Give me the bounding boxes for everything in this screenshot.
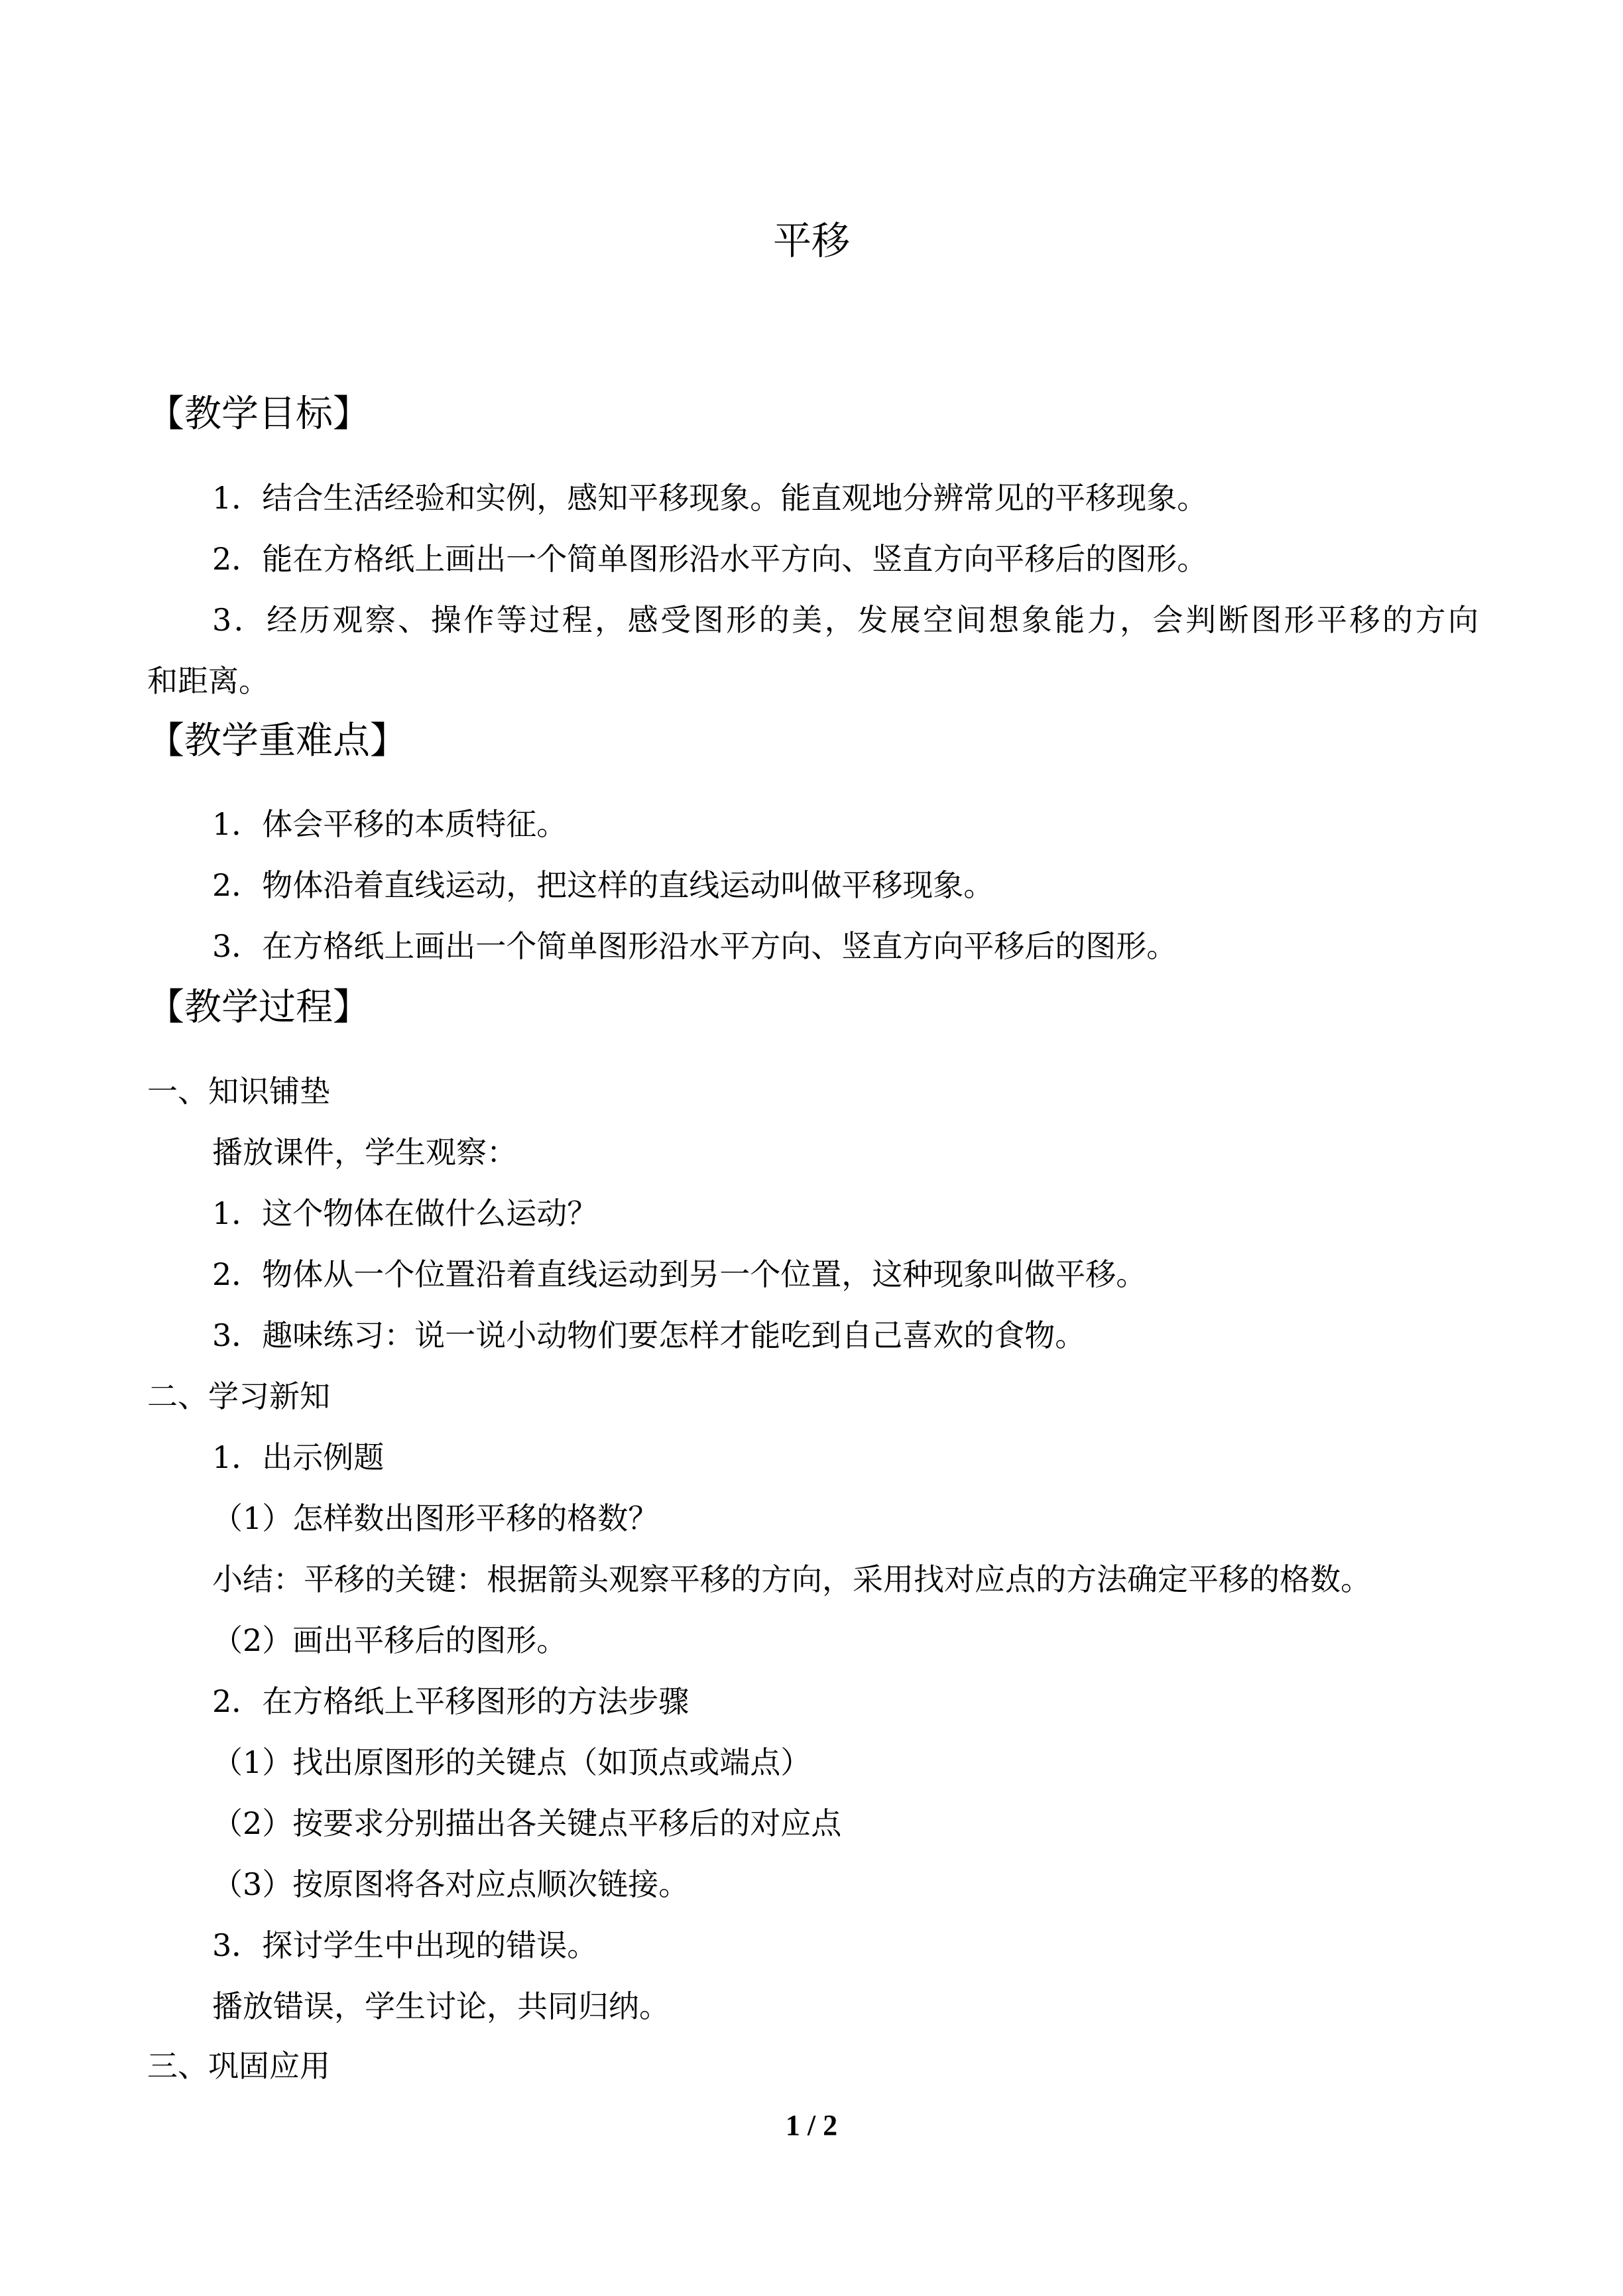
- process-part1-line-4: 3．趣味练习：说一说小动物们要怎样才能吃到自己喜欢的食物。: [212, 1317, 1086, 1353]
- key-point-item-3: 3．在方格纸上画出一个简单图形沿水平方向、竖直方向平移后的图形。: [212, 928, 1177, 964]
- process-part2-line-4: （2）画出平移后的图形。: [212, 1622, 568, 1658]
- heading-process: 【教学过程】: [147, 986, 370, 1029]
- process-part2-line-10: 播放错误，学生讨论，共同归纳。: [212, 1988, 670, 2024]
- objective-item-1: 1．结合生活经验和实例，感知平移现象。能直观地分辨常见的平移现象。: [212, 480, 1208, 516]
- objective-item-3: 3．经历观察、操作等过程，感受图形的美，发展空间想象能力，会判断图形平移的方向: [212, 602, 1478, 638]
- page-number: 1 / 2: [785, 2109, 838, 2142]
- heading-objectives: 【教学目标】: [147, 393, 370, 436]
- process-part1-line-2: 1．这个物体在做什么运动？: [212, 1195, 598, 1231]
- process-part2-line-5: 2．在方格纸上平移图形的方法步骤: [212, 1683, 690, 1719]
- process-part1-title: 一、知识铺垫: [147, 1073, 330, 1109]
- key-point-item-2: 2．物体沿着直线运动，把这样的直线运动叫做平移现象。: [212, 867, 994, 903]
- objective-item-2: 2．能在方格纸上画出一个简单图形沿水平方向、竖直方向平移后的图形。: [212, 541, 1208, 577]
- heading-key-points: 【教学重难点】: [147, 719, 407, 762]
- process-part2-line-6: （1）找出原图形的关键点（如顶点或端点）: [212, 1744, 812, 1780]
- process-part2-title: 二、学习新知: [147, 1378, 330, 1414]
- process-part2-line-7: （2）按要求分别描出各关键点平移后的对应点: [212, 1805, 842, 1841]
- process-part2-line-1: 1．出示例题: [212, 1439, 385, 1475]
- process-part2-line-2: （1）怎样数出图形平移的格数？: [212, 1500, 659, 1536]
- document-title: 平移: [772, 218, 850, 263]
- process-part1-line-3: 2．物体从一个位置沿着直线运动到另一个位置，这种现象叫做平移。: [212, 1256, 1147, 1292]
- objective-item-3-continued: 和距离。: [147, 663, 269, 699]
- key-point-item-1: 1．体会平移的本质特征。: [212, 806, 568, 842]
- process-part2-line-8: （3）按原图将各对应点顺次链接。: [212, 1866, 690, 1902]
- process-part1-line-1: 播放课件，学生观察：: [212, 1134, 517, 1170]
- process-part3-title: 三、巩固应用: [147, 2048, 330, 2084]
- process-part2-line-3: 小结：平移的关键：根据箭头观察平移的方向，采用找对应点的方法确定平移的格数。: [212, 1561, 1371, 1597]
- process-part2-line-9: 3．探讨学生中出现的错误。: [212, 1927, 598, 1963]
